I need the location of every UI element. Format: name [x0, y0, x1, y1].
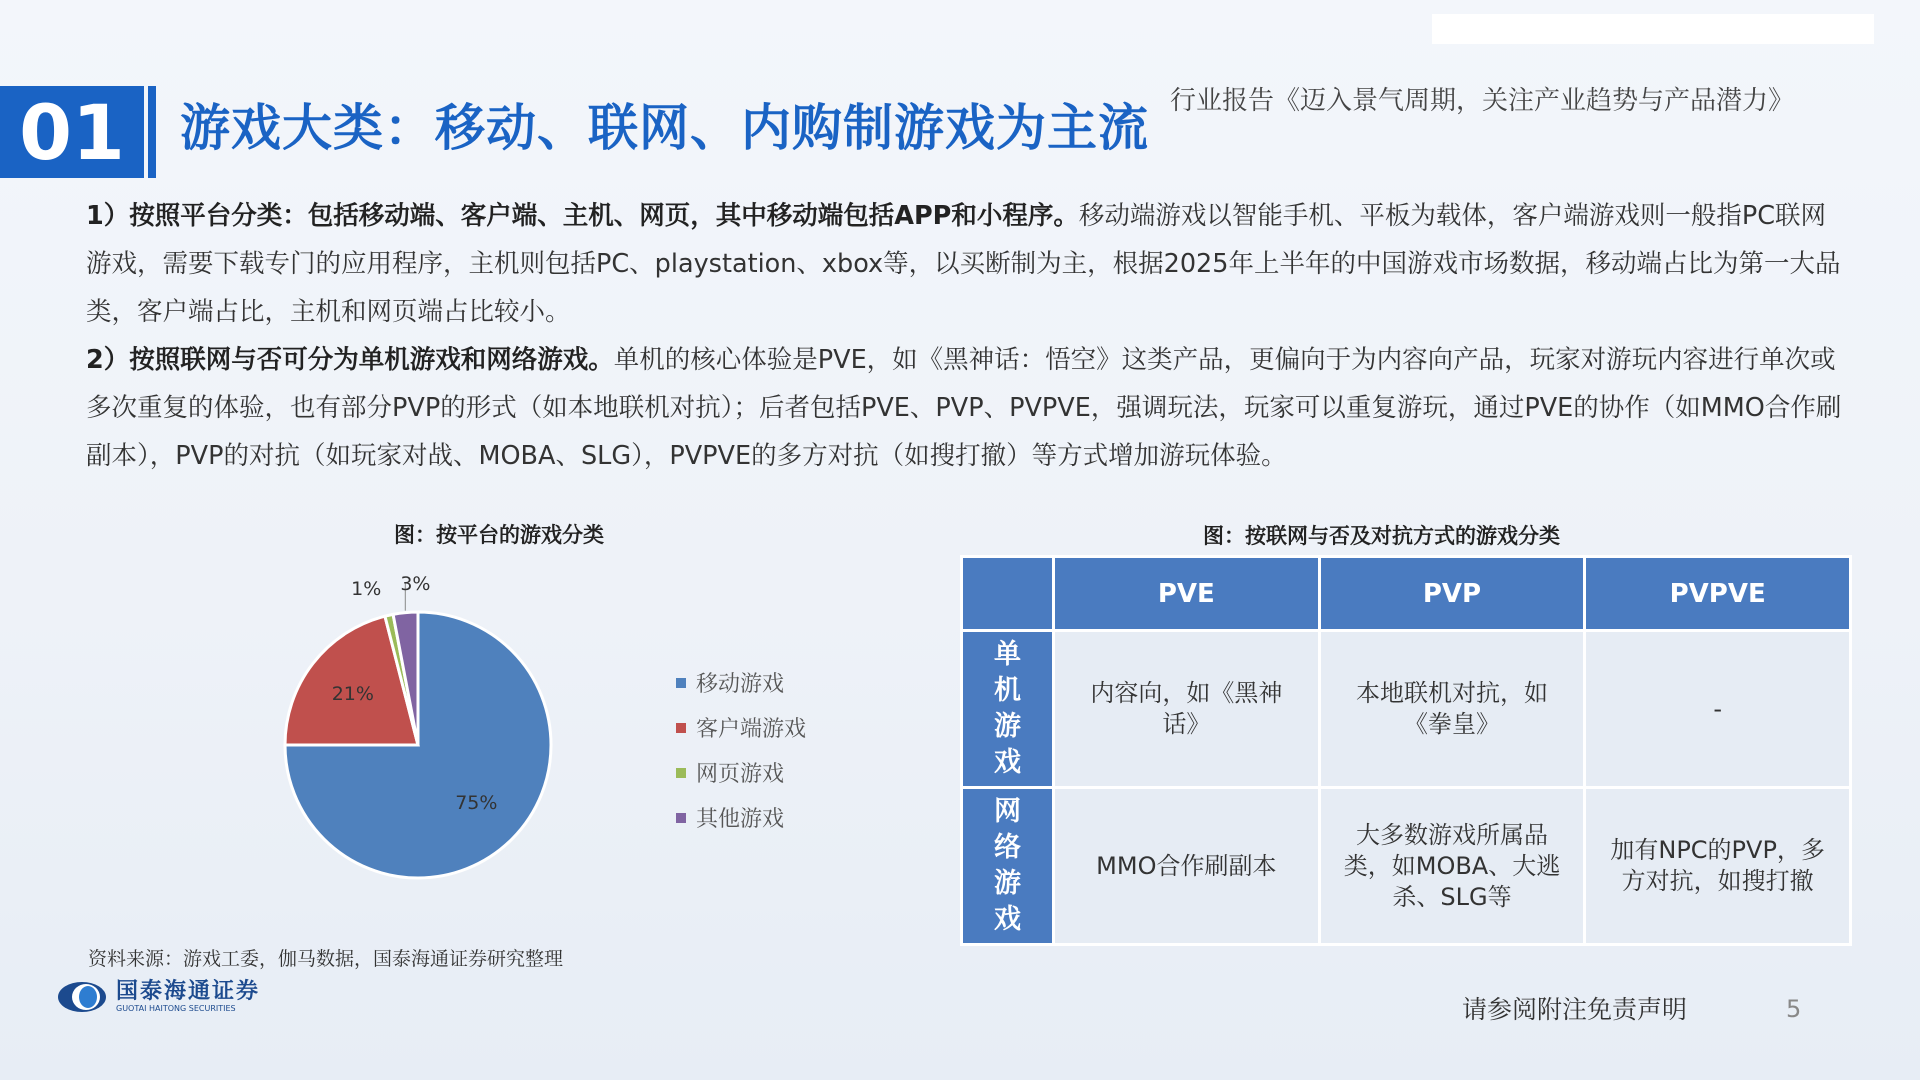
legend-label-client: 客户端游戏 [696, 717, 807, 742]
legend-swatch-mobile [676, 678, 686, 688]
paragraph-network [86, 336, 1846, 480]
table-header-pvp: PVP [1319, 557, 1585, 631]
logo-text-en: GUOTAI HAITONG SECURITIES [116, 1004, 236, 1013]
row-head-standalone-text: 单机游戏 [994, 639, 1021, 778]
table-corner-cell [962, 557, 1054, 631]
cell-online-pvp: 大多数游戏所属品类，如MOBA、大逃杀、SLG等 [1319, 788, 1585, 945]
table-header-row [962, 557, 1851, 631]
table-row-online [962, 788, 1851, 945]
page-title: 游戏大类：移动、联网、内购制游戏为主流 [180, 99, 1149, 157]
pie-label-mobile: 75% [455, 791, 498, 814]
cell-standalone-pvpve: - [1585, 631, 1851, 788]
logo-emblem-icon [56, 980, 108, 1014]
source-note: 资料来源：游戏工委，伽马数据，国泰海通证券研究整理 [88, 948, 564, 970]
row-head-online-text: 网络游戏 [994, 796, 1021, 935]
platform-pie-chart [270, 560, 570, 890]
pie-label-client: 21% [331, 682, 374, 705]
legend-item-client [676, 705, 806, 750]
company-logo [56, 980, 260, 1014]
pie-label-other: 3% [400, 573, 431, 596]
legend-label-mobile: 移动游戏 [696, 672, 785, 697]
cell-standalone-pvp: 本地联机对抗，如《拳皇》 [1319, 631, 1585, 788]
game-classification-table [960, 555, 1852, 946]
logo-text-cn: 国泰海通证券 [116, 979, 261, 1004]
table-title: 图：按联网与否及对抗方式的游戏分类 [1203, 524, 1560, 548]
paragraph-network-body: 单机的核心体验是PVE，如《黑神话：悟空》这类产品，更偏向于为内容向产品，玩家对游玩内容进行单次或多次重复的体验，也有部分PVP的形式（如本地联机对抗）；后者包括PVE、PVP、PVPVE，强调玩法，玩家可以重复游玩，通过PVE的协作（如MMO合作刷副本），PVP的对抗（如玩家对战、MOBA、SLG），PVPVE的多方对抗（如搜打撤）等方式增加游玩体验。 [86, 345, 1842, 471]
legend-label-other: 其他游戏 [696, 807, 785, 832]
legend-swatch-client [676, 723, 686, 733]
paragraph-network-lead: 2）按照联网与否可分为单机游戏和网络游戏。 [86, 345, 614, 375]
pie-chart-title: 图：按平台的游戏分类 [394, 523, 604, 547]
section-number-badge: 01 [0, 86, 144, 178]
page-number: 5 [1786, 995, 1802, 1023]
disclaimer-link[interactable]: 请参阅附注免责声明 [1462, 995, 1688, 1024]
paragraph-platform-lead: 1）按照平台分类：包括移动端、客户端、主机、网页，其中移动端包括APP和小程序。 [86, 201, 1079, 231]
row-head-online [962, 788, 1054, 945]
cell-online-pve: MMO合作刷副本 [1054, 788, 1320, 945]
cell-standalone-pve: 内容向，如《黑神话》 [1054, 631, 1320, 788]
paragraph-platform-body: 移动端游戏以智能手机、平板为载体，客户端游戏则一般指PC联网游戏，需要下载专门的应用程序，主机则包括PC、playstation、xbox等，以买断制为主，根据2025年上半年的中国游戏市场数据，移动端占比为第一大品类，客户端占比，主机和网页端占比较小。 [86, 201, 1841, 327]
section-divider-bar [148, 86, 156, 178]
pie-label-web: 1% [351, 578, 382, 601]
row-head-standalone [962, 631, 1054, 788]
pie-legend [676, 660, 806, 840]
legend-swatch-web [676, 768, 686, 778]
legend-item-web [676, 750, 806, 795]
legend-label-web: 网页游戏 [696, 762, 785, 787]
table-header-pvpve: PVPVE [1585, 557, 1851, 631]
legend-swatch-other [676, 813, 686, 823]
legend-item-mobile [676, 660, 806, 705]
report-name: 行业报告《迈入景气周期，关注产业趋势与产品潜力》 [1170, 86, 1795, 116]
paragraph-platform [86, 192, 1846, 336]
legend-item-other [676, 795, 806, 840]
table-row-standalone [962, 631, 1851, 788]
top-white-bar [1432, 14, 1874, 44]
table-header-pve: PVE [1054, 557, 1320, 631]
cell-online-pvpve: 加有NPC的PVP，多方对抗，如搜打撤 [1585, 788, 1851, 945]
